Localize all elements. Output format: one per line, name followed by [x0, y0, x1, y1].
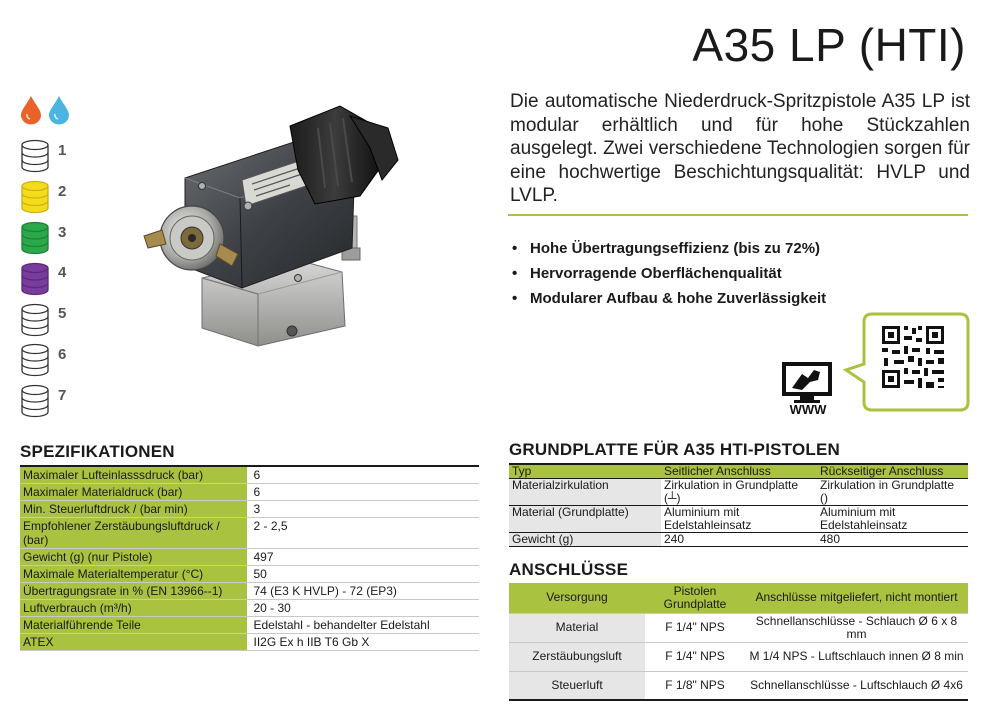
- feature-item: • Hervorragende Oberflächenqualität: [512, 265, 782, 282]
- table-row: Maximale Materialtemperatur (°C) 50: [20, 566, 479, 583]
- material-drops: [20, 95, 70, 125]
- stack-icon: [20, 262, 50, 296]
- level-item: [20, 258, 67, 299]
- qr-code-icon: [882, 326, 944, 388]
- level-number: 5: [58, 305, 67, 323]
- table-header-row: Typ Seitlicher Anschluss Rückseitiger Anschluss: [509, 464, 968, 479]
- feature-item: • Modularer Aufbau & hohe Zuverlässigkeit: [512, 290, 827, 307]
- level-number: 3: [58, 223, 67, 241]
- monitor-icon: [782, 362, 832, 403]
- level-number: 4: [58, 264, 67, 282]
- stack-icon: [20, 139, 50, 173]
- table-row: Material F 1/4" NPS Schnellanschlüsse - Schlauch Ø 6 x 8 mm: [509, 613, 968, 642]
- table-row: Material (Grundplatte) Aluminium mit Edelstahleinsatz Aluminium mit Edelstahleinsatz: [509, 506, 968, 533]
- spec-table: [20, 465, 479, 651]
- conn-heading: ANSCHLÜSSE: [509, 560, 629, 579]
- table-row: ATEX II2G Ex h IIB T6 Gb X: [20, 634, 479, 651]
- table-header-row: Versorgung Pistolen Grundplatte Anschlüsse mitgeliefert, nicht montiert: [509, 583, 968, 613]
- stack-icon: [20, 221, 50, 255]
- level-item: [20, 340, 67, 381]
- table-row: Maximaler Materialdruck (bar) 6: [20, 484, 479, 501]
- level-scale: [20, 136, 67, 422]
- level-number: 7: [58, 386, 67, 404]
- level-item: [20, 136, 67, 177]
- plate-heading: GRUNDPLATTE FÜR A35 HTI-PISTOLEN: [509, 440, 840, 459]
- stack-icon: [20, 180, 50, 214]
- level-item: [20, 177, 67, 218]
- table-row: Empfohlener Zerstäubungsluftdruck / (bar) 2 - 2,5: [20, 518, 479, 549]
- blue-drop-icon: [48, 95, 70, 125]
- table-row: Gewicht (g) 240 480: [509, 533, 968, 547]
- table-row: Maximaler Lufteinlasssdruck (bar) 6: [20, 466, 479, 484]
- stack-icon: [20, 343, 50, 377]
- stack-icon: [20, 303, 50, 337]
- table-row: Steuerluft F 1/8" NPS Schnellanschlüsse - Luftschlauch Ø 4x6: [509, 671, 968, 700]
- table-row: Materialführende Teile Edelstahl - behandelter Edelstahl: [20, 617, 479, 634]
- plate-table: [509, 463, 968, 547]
- level-number: 6: [58, 345, 67, 363]
- connections-table: [509, 583, 968, 701]
- level-number: 1: [58, 142, 67, 159]
- stack-icon: [20, 384, 50, 418]
- page-title: A35 LP (HTI): [692, 19, 966, 71]
- divider: [508, 214, 968, 216]
- table-row: Luftverbrauch (m³/h) 20 - 30: [20, 600, 479, 617]
- spec-heading: SPEZIFIKATIONEN: [20, 442, 175, 461]
- table-row: Materialzirkulation Zirkulation in Grundplatte (┴) Zirkulation in Grundplatte (): [509, 479, 968, 506]
- feature-item: • Hohe Übertragungseffizienz (bis zu 72%): [512, 240, 821, 257]
- www-label: WWW: [789, 402, 827, 417]
- level-item: [20, 299, 67, 340]
- table-row: Übertragungsrate in % (EN 13966--1) 74 (E3 K HVLP) - 72 (EP3): [20, 583, 479, 600]
- intro-text: Die automatische Niederdruck-Spritzpistole A35 LP ist modular erhältlich und für hohe Stückzahlen ausgelegt. Zwei verschiedene Technologien sorgen für eine hochwertige Beschichtungsqualität: HVLP und LVLP.: [510, 91, 970, 206]
- table-row: Gewicht (g) (nur Pistole) 497: [20, 549, 479, 566]
- level-item: [20, 218, 67, 259]
- orange-drop-icon: [20, 95, 42, 125]
- level-number: 2: [58, 182, 67, 200]
- level-item: [20, 381, 67, 422]
- feature-list: [512, 236, 826, 311]
- spray-gun-image: [140, 88, 410, 348]
- table-row: Zerstäubungsluft F 1/4" NPS M 1/4 NPS - Luftschlauch innen Ø 8 min: [509, 642, 968, 671]
- table-row: Min. Steuerluftdruck / (bar min) 3: [20, 501, 479, 518]
